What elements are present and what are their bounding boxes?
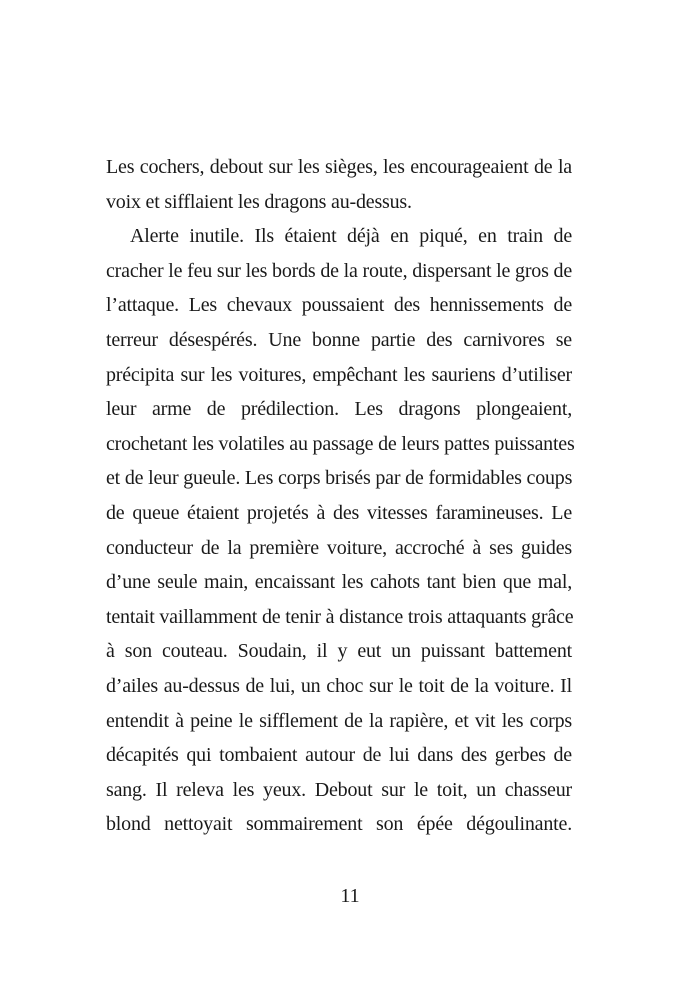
text-line: décapités qui tombaient autour de lui dans des gerbes de bbox=[106, 744, 572, 767]
text-line: conducteur de la première voiture, accroché à ses guides bbox=[106, 536, 572, 559]
text-line: à son couteau. Soudain, il y eut un puissant battement bbox=[106, 640, 572, 663]
text-line: précipita sur les voitures, empêchant les sauriens d’utiliser bbox=[106, 363, 572, 386]
text-line: et de leur gueule. Les corps brisés par de formidables coups bbox=[106, 467, 573, 490]
text-line: blond nettoyait sommairement son épée dégoulinante. bbox=[106, 813, 572, 836]
text-line: l’attaque. Les chevaux poussaient des hennissements de bbox=[106, 294, 572, 317]
text-line: d’ailes au-dessus de lui, un choc sur le toit de la voiture. Il bbox=[106, 674, 572, 697]
text-line: cracher le feu sur les bords de la route, dispersant le gros de bbox=[106, 259, 572, 282]
text-line: de queue étaient projetés à des vitesses faramineuses. Le bbox=[106, 501, 572, 524]
text-line: entendit à peine le sifflement de la rapière, et vit les corps bbox=[106, 709, 572, 732]
text-line: Alerte inutile. Ils étaient déjà en piqué, en train de bbox=[130, 225, 572, 248]
text-line: d’une seule main, encaissant les cahots tant bien que mal, bbox=[106, 571, 572, 594]
text-line: terreur désespérés. Une bonne partie des carnivores se bbox=[106, 328, 572, 351]
text-line: voix et sifflaient les dragons au-dessus. bbox=[106, 190, 412, 213]
text-line: Les cochers, debout sur les sièges, les encourageaient de la bbox=[106, 156, 572, 178]
text-line: crochetant les volatiles au passage de leurs pattes puissantes bbox=[106, 432, 575, 455]
body-text bbox=[106, 150, 575, 842]
text-line: tentait vaillamment de tenir à distance trois attaquants grâce bbox=[106, 605, 574, 628]
page-number: 11 bbox=[340, 885, 360, 907]
text-line: leur arme de prédilection. Les dragons plongeaient, bbox=[106, 398, 572, 421]
text-line: sang. Il releva les yeux. Debout sur le toit, un chasseur bbox=[106, 778, 572, 801]
